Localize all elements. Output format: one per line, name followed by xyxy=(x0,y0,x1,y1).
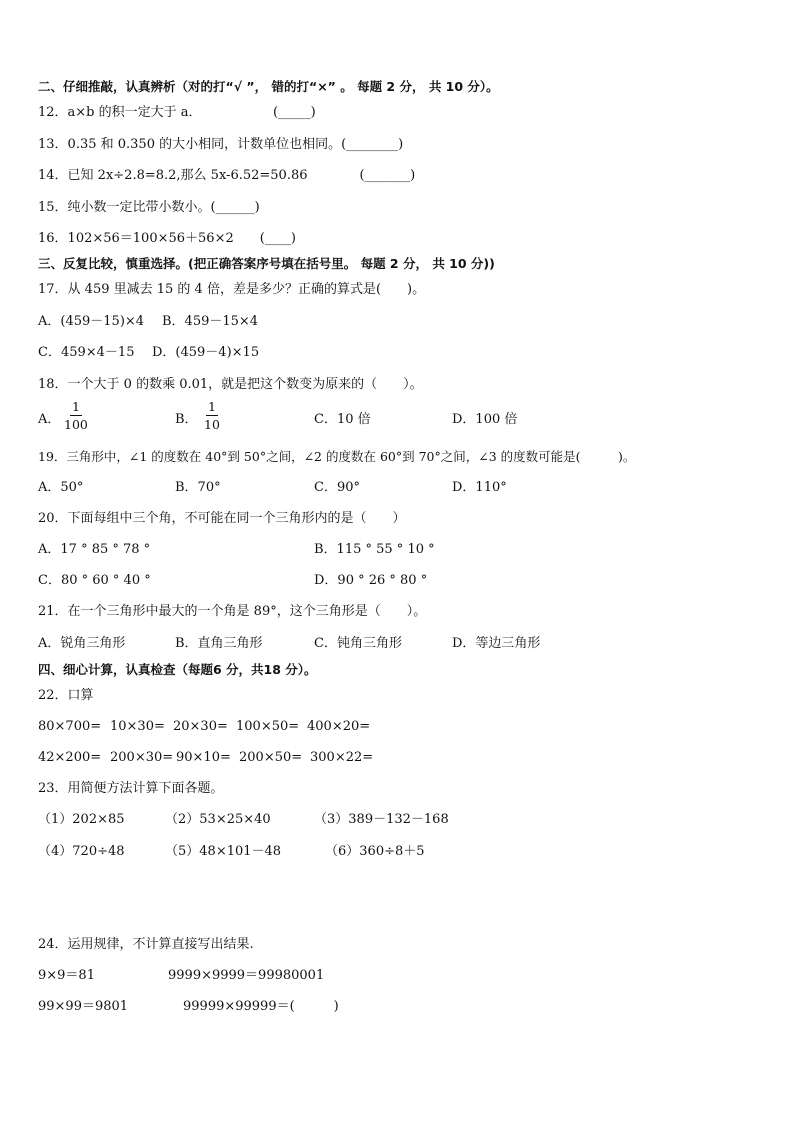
q24-line: 99999×99999＝( ) xyxy=(183,999,339,1014)
question-15: 15．纯小数一定比带小数小。(______) xyxy=(38,200,260,215)
q20-option-b: B．115 ° 55 ° 10 ° xyxy=(314,542,435,557)
section-4-heading: 四、细心计算，认真检查（每题6 分，共18 分）。 xyxy=(38,662,317,677)
section-2-heading: 二、仔细推敲，认真辨析（对的打“√ ”， 错的打“×” 。 每题 2 分， 共 10 分）。 xyxy=(38,79,499,94)
q17-option-d: D．(459－4)×15 xyxy=(152,345,260,360)
q21-option-a: A．锐角三角形 xyxy=(38,636,126,651)
q23-item: （3）389－132－168 xyxy=(314,812,449,827)
question-12: 12．a×b 的积一定大于 a． (_____) xyxy=(38,105,316,120)
question-23: 23．用简便方法计算下面各题。 xyxy=(38,781,224,796)
q19-option-b: B．70° xyxy=(175,480,221,495)
question-13: 13．0.35 和 0.350 的大小相同，计数单位也相同。(________) xyxy=(38,137,404,152)
q24-line: 99×99＝9801 xyxy=(38,999,129,1014)
q19-option-a: A．50° xyxy=(38,480,84,495)
q23-item: （6）360÷8＋5 xyxy=(325,844,425,859)
q18-option-d: D．100 倍 xyxy=(452,412,518,427)
q18-a-numerator: 1 xyxy=(71,399,80,414)
q24-line: 9999×9999＝99980001 xyxy=(168,968,325,983)
q17-option-b: B．459－15×4 xyxy=(162,314,259,329)
q22-item: 80×700= xyxy=(38,719,102,734)
q18-option-c: C．10 倍 xyxy=(314,412,371,427)
q18-b-denominator: 10 xyxy=(204,417,220,432)
question-14: 14．已知 2x÷2.8=8.2,那么 5x-6.52=50.86 (_______) xyxy=(38,168,416,183)
q18-option-b-label: B． xyxy=(175,412,198,427)
q20-option-c: C．80 ° 60 ° 40 ° xyxy=(38,573,151,588)
question-18: 18．一个大于 0 的数乘 0.01，就是把这个数变为原来的（ ）。 xyxy=(38,377,423,392)
q22-item: 10×30= xyxy=(110,719,165,734)
q21-option-c: C．钝角三角形 xyxy=(314,636,402,651)
q18-option-b-fraction xyxy=(202,399,222,432)
q23-item: （2）53×25×40 xyxy=(165,812,271,827)
q19-option-c: C．90° xyxy=(314,480,360,495)
q18-b-numerator: 1 xyxy=(207,399,216,414)
section-3-heading: 三、反复比较，慎重选择。(把正确答案序号填在括号里。 每题 2 分， 共 10 分)) xyxy=(38,256,495,271)
q22-item: 400×20= xyxy=(307,719,371,734)
question-16: 16．102×56＝100×56＋56×2 (____) xyxy=(38,231,296,246)
question-20: 20．下面每组中三个角，不可能在同一个三角形内的是（ ） xyxy=(38,511,406,526)
question-22: 22．口算 xyxy=(38,688,94,703)
q22-item: 42×200= xyxy=(38,750,102,765)
question-21: 21．在一个三角形中最大的一个角是 89°，这个三角形是（ ）。 xyxy=(38,604,427,619)
q22-item: 300×22= xyxy=(310,750,374,765)
q22-item: 200×50= xyxy=(239,750,303,765)
q22-item: 200×30= xyxy=(110,750,174,765)
q23-item: （4）720÷48 xyxy=(38,844,125,859)
q21-option-d: D．等边三角形 xyxy=(452,636,541,651)
question-17: 17．从 459 里减去 15 的 4 倍，差是多少？正确的算式是( )。 xyxy=(38,282,426,297)
q20-option-a: A．17 ° 85 ° 78 ° xyxy=(38,542,151,557)
q18-option-a-fraction xyxy=(62,399,90,432)
q20-option-d: D．90 ° 26 ° 80 ° xyxy=(314,573,428,588)
question-24: 24．运用规律，不计算直接写出结果. xyxy=(38,937,254,952)
q22-item: 20×30= xyxy=(173,719,228,734)
question-19: 19．三角形中，∠1 的度数在 40°到 50°之间，∠2 的度数在 60°到 70°之间，∠3 的度数可能是( )。 xyxy=(38,449,636,464)
q23-item: （5）48×101－48 xyxy=(165,844,282,859)
q17-option-a: A．(459－15)×4 xyxy=(38,314,145,329)
q18-a-denominator: 100 xyxy=(64,417,88,432)
q23-item: （1）202×85 xyxy=(38,812,125,827)
q24-line: 9×9＝81 xyxy=(38,968,95,983)
q17-option-c: C．459×4－15 xyxy=(38,345,135,360)
q18-option-a-label: A． xyxy=(38,412,61,427)
q22-item: 90×10= xyxy=(176,750,231,765)
q19-option-d: D．110° xyxy=(452,480,507,495)
q22-item: 100×50= xyxy=(236,719,300,734)
q21-option-b: B．直角三角形 xyxy=(175,636,263,651)
